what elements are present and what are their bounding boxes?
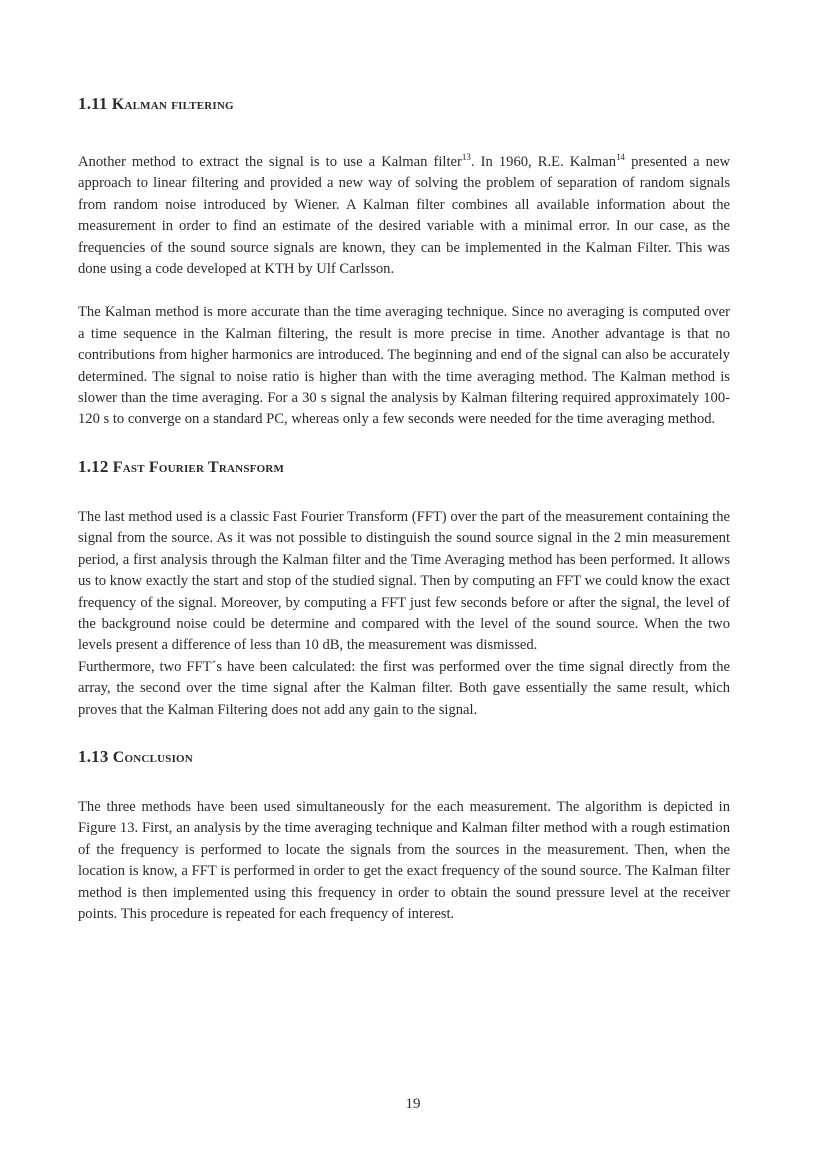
section-kalman-filtering [78, 94, 730, 431]
section-title: Kalman filtering [111, 96, 234, 113]
page-number: 19 [405, 1096, 421, 1112]
paragraph [78, 657, 730, 721]
text-run: The Kalman method is more accurate than the time averaging technique. Since no averaging is computed over a time sequence in the Kalman filtering, the result is more precise in time. Another advantage is that no contributions from higher harmonics are introduced. The beginning and end of the signal can also be accurately determined. The signal to noise ratio is higher than with the time averaging method. The Kalman method is slower than the time averaging. For a 30 s signal the analysis by Kalman filtering required approximately 100-120 s to converge on a standard PC, whereas only a few seconds were needed for the time averaging method. [78, 304, 730, 428]
section-number: 1.12 [78, 456, 109, 476]
section-heading [78, 457, 730, 477]
text-run: The three methods have been used simultaneously for the each measurement. The algorithm is depicted in Figure 13. First, an analysis by the time averaging technique and Kalman filter method with a rough estimation of the frequency is performed to locate the signals from the sources in the measurement. Then, when the location is know, a FFT is performed in order to get the exact frequency of the sound source. The Kalman filter method is then implemented using this frequency in order to obtain the sound pressure level at the receiver points. This procedure is repeated for each frequency of interest. [78, 798, 730, 922]
section-title: Fast Fourier Transform [112, 458, 285, 476]
section-number: 1.13 [78, 746, 109, 766]
text-run: Another method to extract the signal is to use a Kalman filter [78, 154, 462, 170]
paragraph [78, 152, 730, 280]
paragraph [78, 507, 730, 657]
section-title: Conclusion [112, 748, 193, 766]
paragraph [78, 797, 730, 925]
section-conclusion [78, 747, 730, 925]
paragraph [78, 302, 730, 430]
footnote-ref: 14 [616, 152, 626, 162]
footnote-ref: 13 [461, 152, 471, 162]
section-number: 1.11 [78, 94, 108, 113]
section-heading [78, 94, 730, 114]
text-run: The last method used is a classic Fast Fourier Transform (FFT) over the part of the measurement containing the signal from the source. As it was not possible to distinguish the sound source signal in the 2 min measurement period, a first analysis through the Kalman filter and the Time Averaging method has been performed. It allows us to know exactly the start and stop of the studied signal. Then by computing an FFT we could know the exact frequency of the signal. Moreover, by computing a FFT just few seconds before or after the signal, the level of the background noise could be determine and compared with the level of the sound source. When the two levels present a difference of less than 10 dB, the measurement was dismissed. [78, 508, 730, 654]
text-run: presented a new approach to linear filtering and provided a new way of solving the problem of separation of random signals from random noise introduced by Wiener. A Kalman filter combines all available information about the measurement in order to find an estimate of the desired variable with a minimal error. In our case, as the frequencies of the sound source signals are known, they can be implemented in the Kalman Filter. This was done using a code developed at KTH by Ulf Carlsson. [78, 154, 730, 278]
document-page [78, 94, 730, 925]
text-run: . In 1960, R.E. Kalman [470, 154, 617, 170]
section-heading [78, 747, 730, 767]
text-run: Furthermore, two FFT´s have been calculated: the first was performed over the time signal directly from the array, the second over the time signal after the Kalman filter. Both gave essentially the same result, which proves that the Kalman Filtering does not add any gain to the signal. [78, 658, 730, 718]
section-fast-fourier-transform [78, 457, 730, 721]
